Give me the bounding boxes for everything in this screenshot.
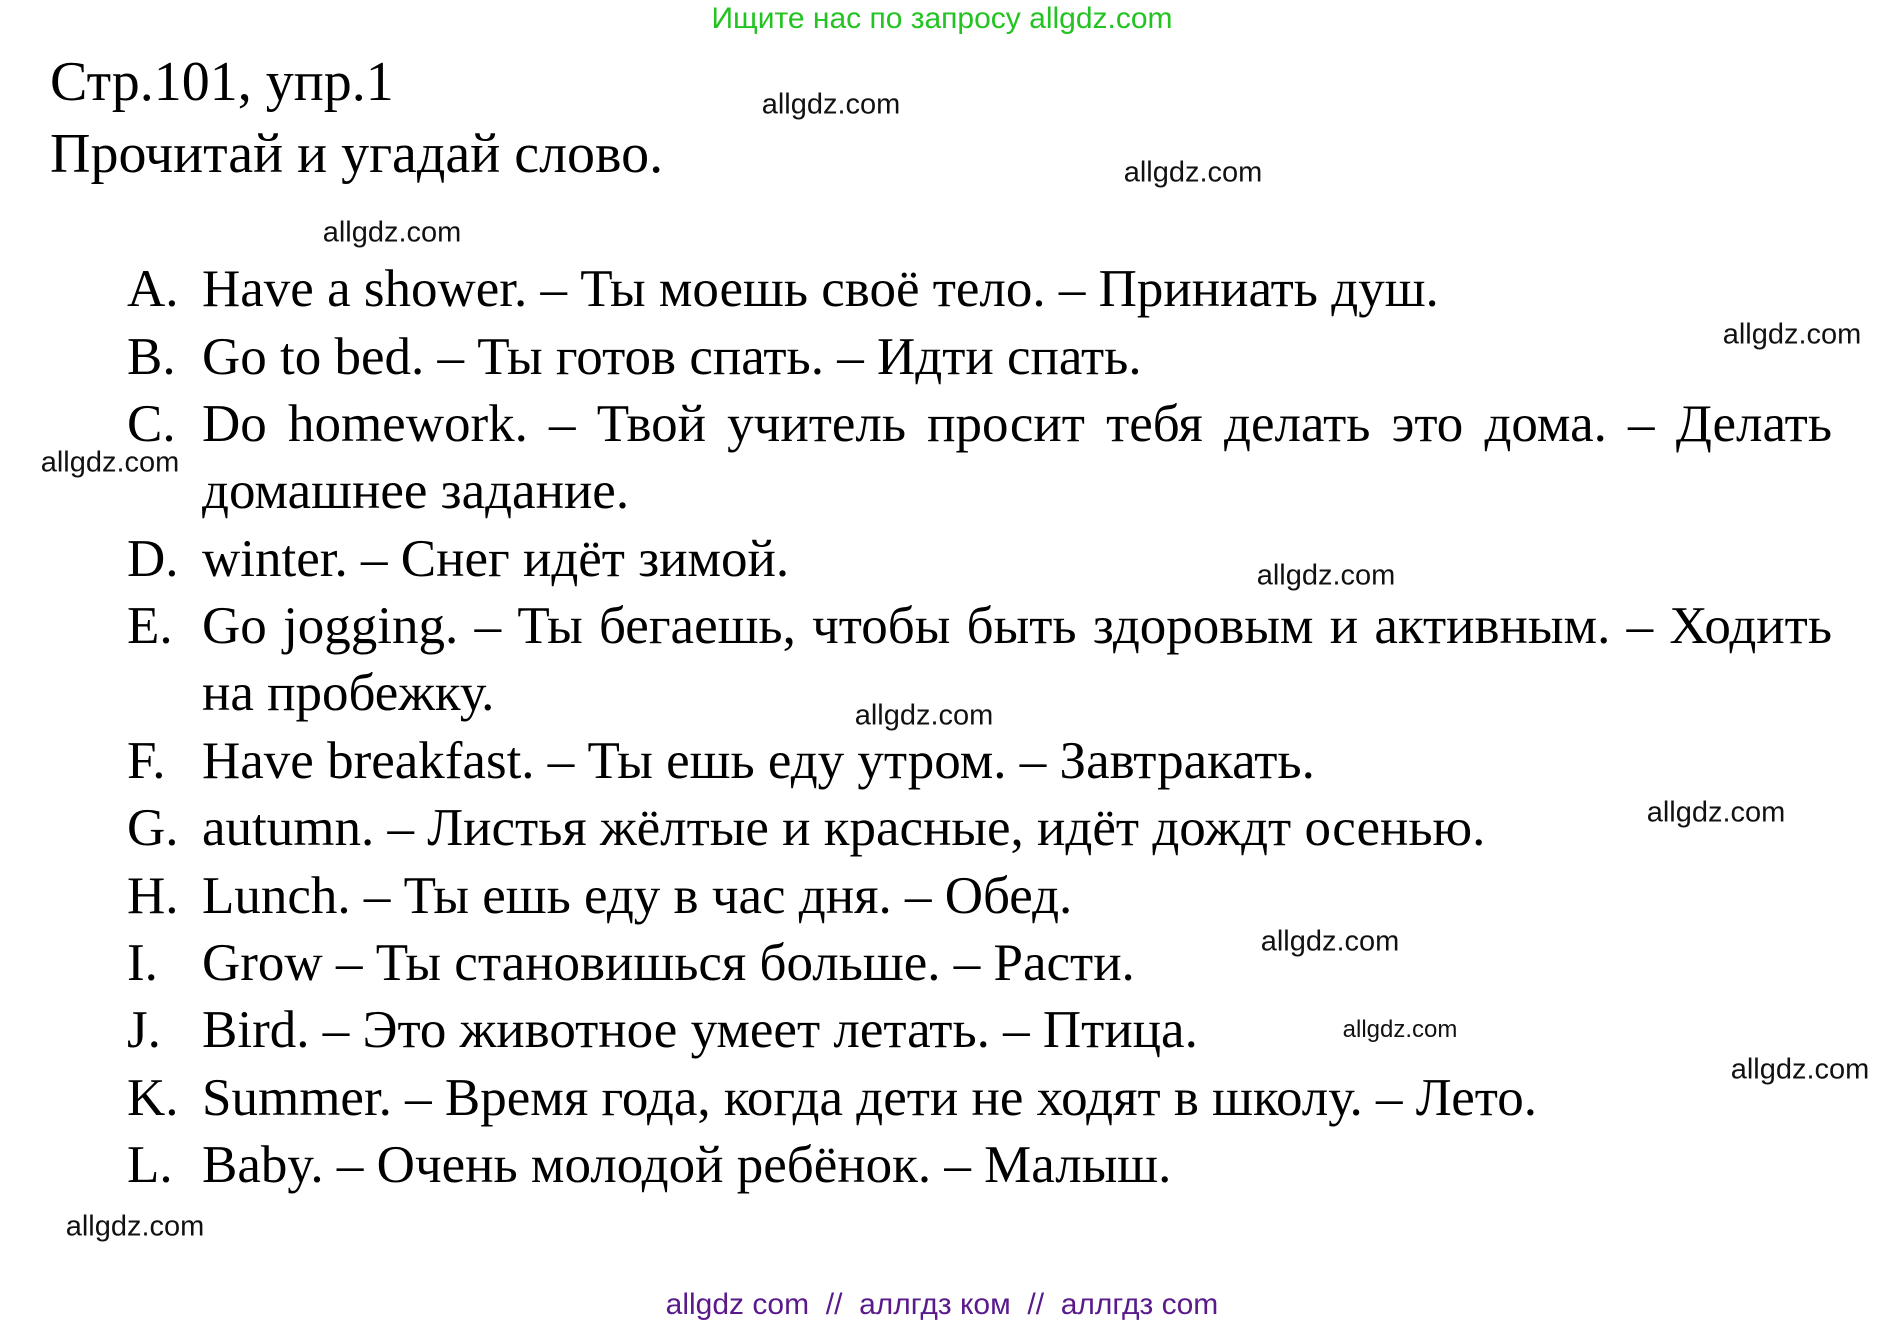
watermark: allgdz.com: [40, 446, 180, 479]
item-text: Bird. – Это животное умеет летать. – Птица.: [202, 1001, 1198, 1060]
item-label: K.: [127, 1068, 179, 1127]
list-item: [127, 1132, 1832, 1199]
item-text: Have breakfast. – Ты ешь еду утром. – Завтракать.: [202, 731, 1315, 790]
item-label: L.: [127, 1136, 173, 1195]
footer-links: allgdz com // аллгдз ком // аллгдз com: [665, 1288, 1219, 1321]
item-label: D.: [127, 529, 179, 588]
list-item: [127, 925, 1832, 997]
list-item: [127, 795, 1832, 862]
item-label: G.: [127, 799, 179, 858]
item-text: Go jogging. – Ты бегаешь, чтобы быть здоровым и активным. – Ходить на пробежку.: [202, 596, 1832, 723]
list-item: [127, 256, 1832, 323]
item-label: F.: [127, 731, 166, 790]
list-item: [127, 391, 1832, 526]
item-text: Summer. – Время года, когда дети не ходят в школу. – Лето.: [202, 1068, 1538, 1127]
item-label: E.: [127, 597, 173, 656]
watermark: allgdz.com: [1342, 1016, 1458, 1043]
list-item: [127, 863, 1832, 930]
watermark: allgdz.com: [65, 1210, 205, 1243]
watermark: allgdz.com: [322, 216, 462, 249]
list-item: [127, 728, 1832, 795]
list-item: [127, 323, 1832, 390]
watermark: allgdz.com: [1646, 796, 1786, 829]
item-text: winter. – Снег идёт зимой.: [202, 529, 790, 588]
list-item: [127, 526, 1832, 593]
item-text: Baby. – Очень молодой ребёнок. – Малыш.: [202, 1136, 1172, 1195]
item-text: Go to bed. – Ты готов спать. – Идти спать.: [202, 327, 1142, 386]
list-item: [127, 997, 1832, 1064]
item-text: Have a shower. – Ты моешь своё тело. – Приниать душ.: [202, 260, 1439, 319]
item-label: I.: [127, 934, 158, 993]
item-label: H.: [127, 866, 179, 925]
watermark: allgdz.com: [854, 699, 994, 732]
page-reference: Стр.101, упр.1: [50, 51, 394, 113]
watermark: allgdz.com: [761, 88, 901, 121]
watermark: allgdz.com: [1260, 925, 1400, 958]
search-banner: Ищите нас по запросу allgdz.com: [711, 2, 1173, 35]
watermark: allgdz.com: [1722, 318, 1862, 351]
watermark: allgdz.com: [1256, 559, 1396, 592]
list-item: [127, 1065, 1832, 1132]
item-label: C.: [127, 394, 176, 453]
item-label: J.: [127, 1001, 161, 1060]
item-text: Lunch. – Ты ешь еду в час дня. – Обед.: [202, 866, 1073, 925]
exercise-instruction: Прочитай и угадай слово.: [50, 123, 664, 185]
item-label: A.: [127, 260, 179, 319]
item-text: Do homework. – Твой учитель просит тебя делать это дома. – Делать домашнее задание.: [202, 394, 1832, 521]
watermark: allgdz.com: [1730, 1053, 1870, 1086]
item-text: autumn. – Листья жёлтые и красные, идёт дождт осенью.: [202, 799, 1486, 858]
item-text: Grow – Ты становишься больше. – Расти.: [202, 934, 1135, 993]
item-label: B.: [127, 327, 176, 386]
watermark: allgdz.com: [1123, 156, 1263, 189]
